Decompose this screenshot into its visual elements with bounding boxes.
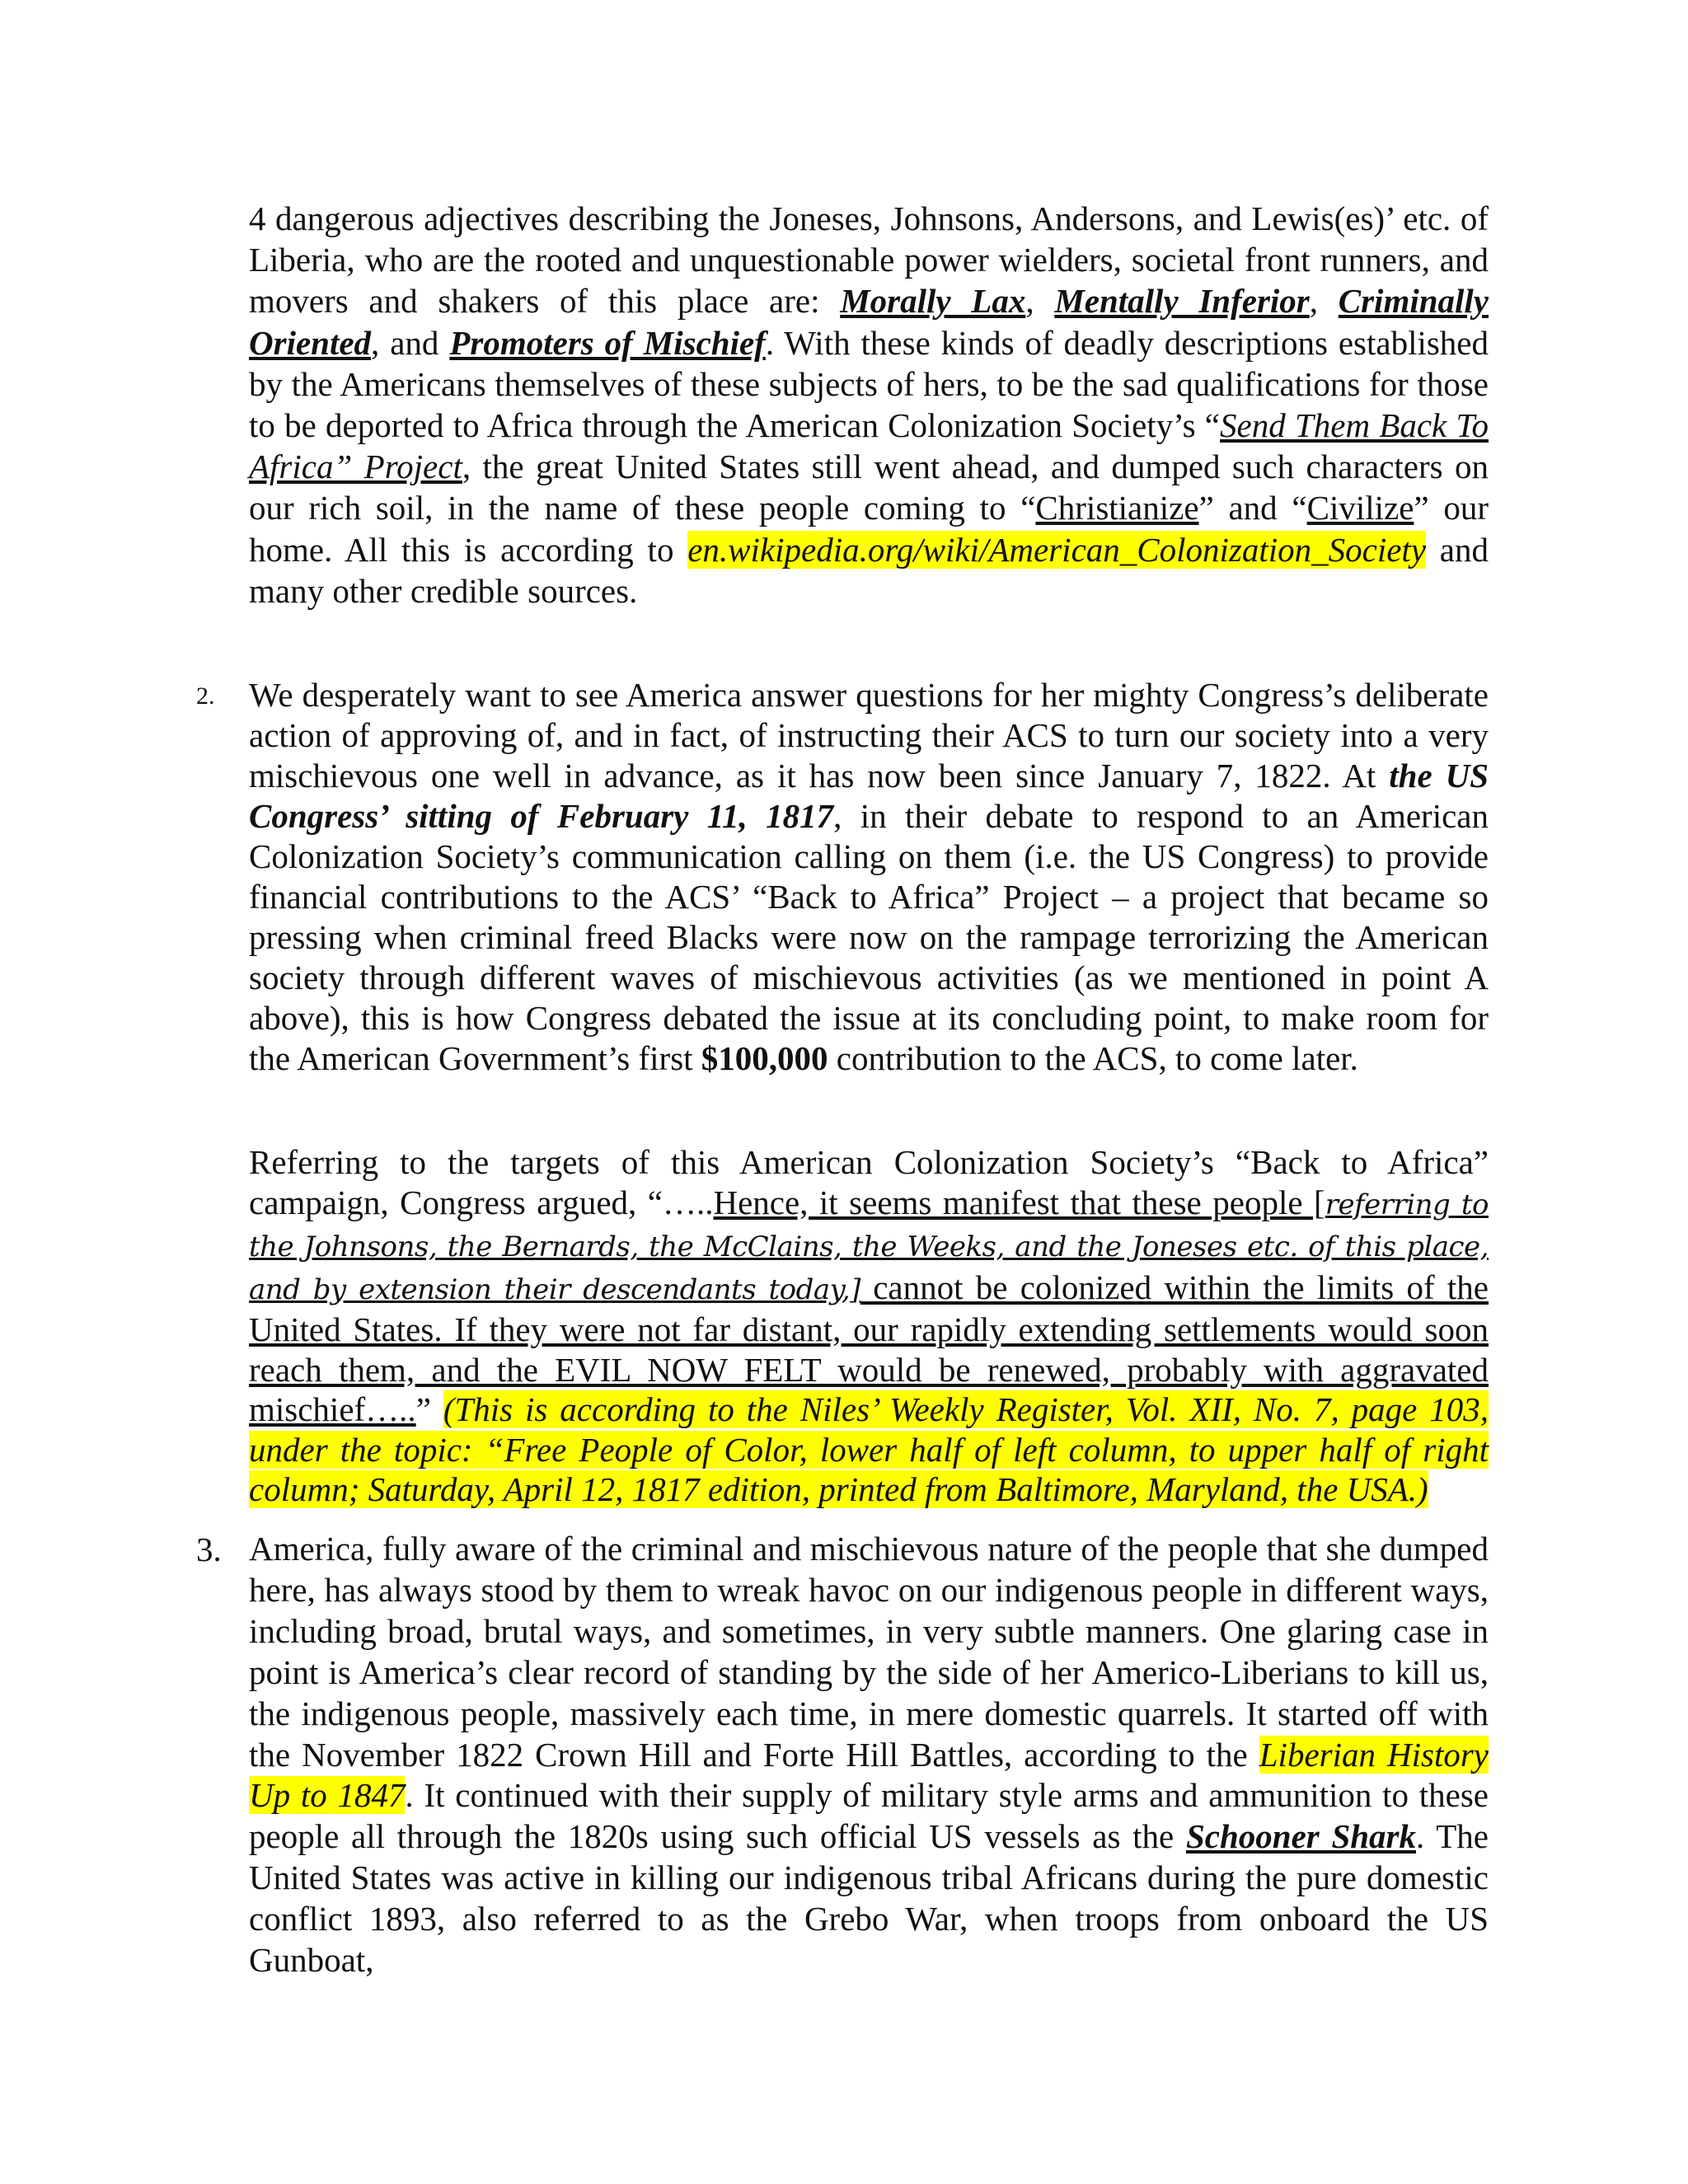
list-item-3 — [249, 1529, 1489, 1981]
vessel-name: Schooner Shark — [1185, 1817, 1417, 1856]
text-run: , in their debate to respond to an American Colonization Society’s communication calling on them (i.e. the US Congress) to provide financial contributions to the ACS’ “Back to Africa” Project – a project that became so pressing when criminal freed Blacks were now on the rampage terrorizing the American society through different waves of mischievous activities (as we mentioned in point A above), this is how Congress debated the issue at its concluding point, to make room for the American Government’s first — [249, 797, 1489, 1077]
term-civilize: Civilize — [1306, 489, 1414, 527]
text-run: , — [1309, 282, 1339, 321]
text-run: ” — [415, 1390, 443, 1428]
congress-quote-paragraph — [249, 1142, 1489, 1510]
text-run: America, fully aware of the criminal and mischievous nature of the people that she dumped here, has always stood by them to wreak havoc on our indigenous people in different ways, including broad, brutal ways, and sometimes, in very subtle manners. One glaring case in point is America’s clear record of standing by the side of her Americo-Liberians to kill us, the indigenous people, massively each time, in mere domestic quarrels. It started off with the November 1822 Crown Hill and Forte Hill Battles, according to the — [249, 1530, 1489, 1774]
quote-text: Hence, it seems manifest that these people [ — [713, 1183, 1325, 1221]
text-run: 4 dangerous adjectives describing the Joneses, Johnsons, Andersons, and Lewis(es)’ etc. of Liberia, who are the rooted and unquestionable power wielders, societal front runners, and movers and shakers of this place are: — [249, 199, 1489, 321]
contribution-amount: $100,000 — [701, 1039, 828, 1077]
project-name: Send Them Back To Africa” Project — [249, 406, 1489, 486]
text-run: ” our home. All this is according to — [249, 489, 1489, 569]
list-number-3: 3. — [196, 1530, 222, 1568]
highlighted-history-title: Liberian History Up to 1847 — [249, 1735, 1489, 1815]
text-run: . The United States was active in killing our indigenous tribal Africans during the pure domestic conflict 1893, also referred to as the Grebo War, when troops from onboard the US Gunboat, — [249, 1817, 1489, 1980]
term-christianize: Christianize — [1035, 489, 1199, 527]
text-run: and many other credible sources. — [249, 530, 1489, 610]
highlighted-citation: (This is according to the Niles’ Weekly Register, Vol. XII, No. 7, page 103, under the topic: “Free People of Color, lower half of left column, to upper half of right column; Saturday, April 12, 1817 edition, printed from Baltimore, Maryland, the USA.) — [249, 1390, 1489, 1508]
quote-text: cannot be colonized within the limits of the United States. If they were not far distant, our rapidly extending settlements would soon reach them, and the EVIL NOW FELT would be renewed, probably with aggravated mischief….. — [249, 1268, 1489, 1428]
text-run: ” and “ — [1198, 489, 1307, 527]
adjective-morally-lax: Morally Lax — [840, 282, 1026, 321]
adjective-mentally-inferior: Mentally Inferior — [1054, 282, 1310, 321]
congress-sitting-date: the US Congress’ sitting of February 11, 1817 — [249, 757, 1489, 835]
adjective-promoters-of-mischief: Promoters of Mischief — [449, 323, 766, 362]
text-run: . With these kinds of deadly descriptions established by the Americans themselves of these subjects of hers, to be the sad qualifications for those to be deported to Africa through the American Colonization Society’s “ — [249, 323, 1489, 445]
text-run: , and — [371, 323, 450, 362]
list-number-2: 2. — [196, 682, 215, 710]
text-run: contribution to the ACS, to come later. — [828, 1039, 1358, 1077]
text-run: Referring to the targets of this American Colonization Society’s “Back to Africa” campaign, Congress argued, “….. — [249, 1143, 1489, 1221]
text-run: , the great United States still went ahead, and dumped such characters on our rich soil, in the name of these people coming to “ — [249, 448, 1489, 527]
list-item-2 — [249, 675, 1489, 1079]
text-run: We desperately want to see America answer questions for her mighty Congress’s deliberate action of approving of, and in fact, of instructing their ACS to turn our society into a very mischievous one well in advance, as it has now been since January 7, 1822. At — [249, 676, 1489, 794]
adjective-criminally-oriented: Criminally Oriented — [249, 282, 1489, 362]
text-run: , — [1025, 282, 1055, 321]
quote-bracket-note: referring to the Johnsons, the Bernards, the McClains, the Weeks, and the Joneses etc. of this place, and by extension their descendants today,] — [249, 1188, 1489, 1306]
text-run: . It continued with their supply of military style arms and ammunition to these people all through the 1820s using such official US vessels as the — [249, 1776, 1489, 1856]
highlighted-source-link: en.wikipedia.org/wiki/American_Colonization_Society — [687, 530, 1427, 569]
paragraph-adjectives — [249, 198, 1489, 612]
